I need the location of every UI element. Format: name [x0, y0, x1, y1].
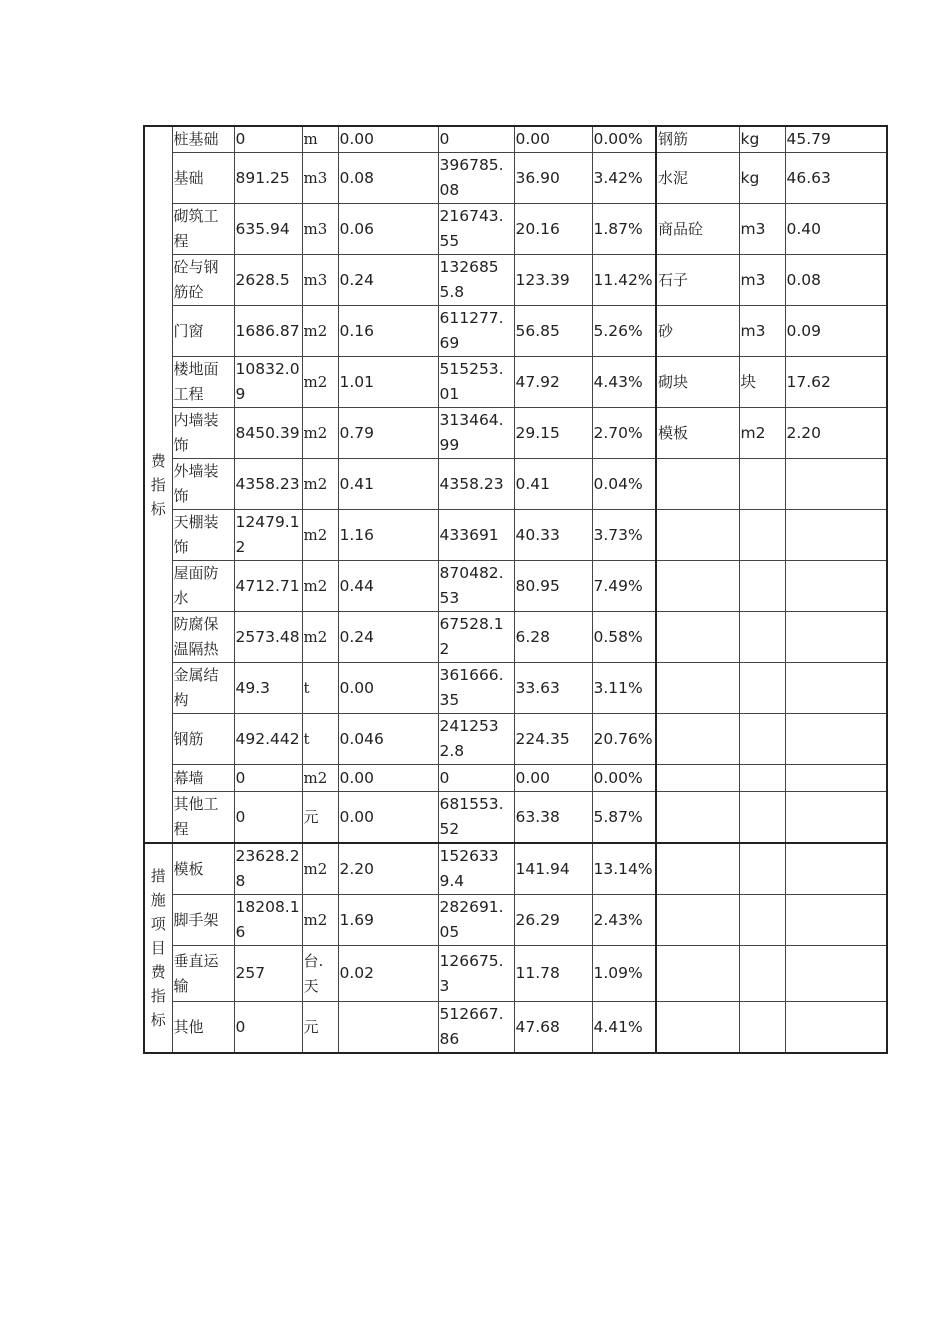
ratio-cell: 0.04% — [592, 459, 656, 510]
table-row — [144, 561, 887, 612]
table-row — [144, 153, 887, 204]
material-unit-cell — [739, 510, 785, 561]
unit-cost-cell: 224.35 — [514, 714, 592, 765]
ratio-cell: 3.11% — [592, 663, 656, 714]
ratio-cell: 1.09% — [592, 946, 656, 1002]
item-name-cell: 其他 — [172, 1002, 234, 1054]
per-area-cell: 0.046 — [338, 714, 438, 765]
material-value-cell: 45.79 — [785, 126, 887, 153]
per-area-cell: 0.00 — [338, 765, 438, 792]
material-unit-cell: kg — [739, 153, 785, 204]
per-area-cell: 0.06 — [338, 204, 438, 255]
cost-cell: 0 — [438, 765, 514, 792]
table-row — [144, 1002, 887, 1054]
table-row — [144, 306, 887, 357]
material-unit-cell — [739, 1002, 785, 1054]
material-unit-cell — [739, 612, 785, 663]
per-area-cell: 0.00 — [338, 126, 438, 153]
per-area-cell: 0.24 — [338, 255, 438, 306]
cost-cell: 216743.55 — [438, 204, 514, 255]
unit-cell: m2 — [302, 408, 338, 459]
quantity-cell: 0 — [234, 1002, 302, 1054]
unit-cost-cell: 11.78 — [514, 946, 592, 1002]
quantity-cell: 492.442 — [234, 714, 302, 765]
material-name-cell — [656, 612, 739, 663]
material-unit-cell — [739, 561, 785, 612]
table-row — [144, 895, 887, 946]
ratio-cell: 1.87% — [592, 204, 656, 255]
ratio-cell: 4.41% — [592, 1002, 656, 1054]
quantity-cell: 8450.39 — [234, 408, 302, 459]
quantity-cell: 0 — [234, 792, 302, 844]
cost-cell: 681553.52 — [438, 792, 514, 844]
unit-cost-cell: 0.00 — [514, 765, 592, 792]
per-area-cell: 0.44 — [338, 561, 438, 612]
unit-cell: 元 — [302, 792, 338, 844]
unit-cost-cell: 56.85 — [514, 306, 592, 357]
item-name-cell: 门窗 — [172, 306, 234, 357]
material-unit-cell — [739, 459, 785, 510]
material-unit-cell — [739, 843, 785, 895]
material-name-cell — [656, 843, 739, 895]
cost-cell: 282691.05 — [438, 895, 514, 946]
category-label-cell: 措 施 项 目 费 指 标 — [144, 843, 172, 1053]
unit-cell: m2 — [302, 561, 338, 612]
material-name-cell — [656, 895, 739, 946]
table-row — [144, 612, 887, 663]
material-value-cell — [785, 714, 887, 765]
quantity-cell: 635.94 — [234, 204, 302, 255]
material-value-cell — [785, 895, 887, 946]
material-value-cell: 2.20 — [785, 408, 887, 459]
ratio-cell: 5.87% — [592, 792, 656, 844]
item-name-cell: 金属结构 — [172, 663, 234, 714]
material-value-cell: 0.09 — [785, 306, 887, 357]
material-name-cell — [656, 765, 739, 792]
per-area-cell: 0.00 — [338, 663, 438, 714]
material-name-cell — [656, 510, 739, 561]
unit-cost-cell: 47.68 — [514, 1002, 592, 1054]
ratio-cell: 3.73% — [592, 510, 656, 561]
table-row — [144, 792, 887, 844]
table-row — [144, 408, 887, 459]
ratio-cell: 0.00% — [592, 126, 656, 153]
unit-cost-cell: 80.95 — [514, 561, 592, 612]
item-name-cell: 楼地面工程 — [172, 357, 234, 408]
item-name-cell: 屋面防水 — [172, 561, 234, 612]
cost-cell: 0 — [438, 126, 514, 153]
item-name-cell: 砌筑工程 — [172, 204, 234, 255]
per-area-cell: 1.16 — [338, 510, 438, 561]
unit-cost-cell: 63.38 — [514, 792, 592, 844]
cost-cell: 611277.69 — [438, 306, 514, 357]
per-area-cell: 0.24 — [338, 612, 438, 663]
quantity-cell: 18208.16 — [234, 895, 302, 946]
item-name-cell: 钢筋 — [172, 714, 234, 765]
material-name-cell: 钢筋 — [656, 126, 739, 153]
per-area-cell: 0.02 — [338, 946, 438, 1002]
ratio-cell: 20.76% — [592, 714, 656, 765]
unit-cell: t — [302, 663, 338, 714]
material-value-cell — [785, 663, 887, 714]
per-area-cell: 0.79 — [338, 408, 438, 459]
unit-cell: m3 — [302, 255, 338, 306]
unit-cost-cell: 47.92 — [514, 357, 592, 408]
quantity-cell: 12479.12 — [234, 510, 302, 561]
unit-cost-cell: 40.33 — [514, 510, 592, 561]
material-name-cell: 砂 — [656, 306, 739, 357]
unit-cell: m2 — [302, 843, 338, 895]
unit-cost-cell: 0.00 — [514, 126, 592, 153]
material-value-cell — [785, 510, 887, 561]
item-name-cell: 幕墙 — [172, 765, 234, 792]
cost-cell: 515253.01 — [438, 357, 514, 408]
cost-cell: 512667.86 — [438, 1002, 514, 1054]
quantity-cell: 4358.23 — [234, 459, 302, 510]
unit-cell: m2 — [302, 459, 338, 510]
cost-index-table — [143, 125, 888, 1054]
material-name-cell — [656, 663, 739, 714]
material-name-cell: 模板 — [656, 408, 739, 459]
unit-cell: m2 — [302, 357, 338, 408]
quantity-cell: 257 — [234, 946, 302, 1002]
table-row — [144, 843, 887, 895]
material-value-cell — [785, 612, 887, 663]
quantity-cell: 0 — [234, 765, 302, 792]
material-value-cell: 0.40 — [785, 204, 887, 255]
table-row — [144, 946, 887, 1002]
unit-cell: m3 — [302, 153, 338, 204]
ratio-cell: 0.00% — [592, 765, 656, 792]
item-name-cell: 桩基础 — [172, 126, 234, 153]
material-name-cell — [656, 946, 739, 1002]
quantity-cell: 10832.09 — [234, 357, 302, 408]
item-name-cell: 基础 — [172, 153, 234, 204]
ratio-cell: 0.58% — [592, 612, 656, 663]
unit-cost-cell: 0.41 — [514, 459, 592, 510]
material-name-cell — [656, 459, 739, 510]
cost-cell: 1526339.4 — [438, 843, 514, 895]
material-value-cell — [785, 1002, 887, 1054]
material-value-cell — [785, 843, 887, 895]
material-value-cell — [785, 561, 887, 612]
cost-cell: 67528.12 — [438, 612, 514, 663]
item-name-cell: 防腐保温隔热 — [172, 612, 234, 663]
ratio-cell: 13.14% — [592, 843, 656, 895]
item-name-cell: 脚手架 — [172, 895, 234, 946]
ratio-cell: 3.42% — [592, 153, 656, 204]
material-value-cell: 46.63 — [785, 153, 887, 204]
ratio-cell: 2.43% — [592, 895, 656, 946]
table-row — [144, 510, 887, 561]
material-unit-cell: m3 — [739, 306, 785, 357]
per-area-cell: 0.16 — [338, 306, 438, 357]
material-value-cell — [785, 792, 887, 844]
material-name-cell: 石子 — [656, 255, 739, 306]
material-unit-cell — [739, 714, 785, 765]
item-name-cell: 天棚装饰 — [172, 510, 234, 561]
unit-cost-cell: 123.39 — [514, 255, 592, 306]
quantity-cell: 891.25 — [234, 153, 302, 204]
unit-cell: t — [302, 714, 338, 765]
table-row — [144, 126, 887, 153]
material-unit-cell: m2 — [739, 408, 785, 459]
material-value-cell: 17.62 — [785, 357, 887, 408]
unit-cost-cell: 33.63 — [514, 663, 592, 714]
unit-cost-cell: 36.90 — [514, 153, 592, 204]
unit-cell: 元 — [302, 1002, 338, 1054]
per-area-cell: 2.20 — [338, 843, 438, 895]
cost-cell: 4358.23 — [438, 459, 514, 510]
quantity-cell: 23628.28 — [234, 843, 302, 895]
cost-cell: 396785.08 — [438, 153, 514, 204]
quantity-cell: 49.3 — [234, 663, 302, 714]
unit-cost-cell: 6.28 — [514, 612, 592, 663]
per-area-cell: 0.41 — [338, 459, 438, 510]
material-unit-cell: m3 — [739, 255, 785, 306]
item-name-cell: 砼与钢筋砼 — [172, 255, 234, 306]
unit-cell: m3 — [302, 204, 338, 255]
material-name-cell — [656, 792, 739, 844]
per-area-cell: 1.01 — [338, 357, 438, 408]
material-unit-cell — [739, 946, 785, 1002]
material-value-cell: 0.08 — [785, 255, 887, 306]
material-unit-cell: m3 — [739, 204, 785, 255]
item-name-cell: 其他工程 — [172, 792, 234, 844]
table-body — [144, 126, 887, 1053]
material-unit-cell — [739, 895, 785, 946]
unit-cell: m2 — [302, 306, 338, 357]
material-unit-cell: kg — [739, 126, 785, 153]
quantity-cell: 1686.87 — [234, 306, 302, 357]
table-row — [144, 357, 887, 408]
table-row — [144, 459, 887, 510]
cost-cell: 313464.99 — [438, 408, 514, 459]
table-row — [144, 714, 887, 765]
table-row — [144, 255, 887, 306]
material-name-cell: 砌块 — [656, 357, 739, 408]
table-row — [144, 204, 887, 255]
per-area-cell: 0.08 — [338, 153, 438, 204]
material-name-cell — [656, 561, 739, 612]
item-name-cell: 模板 — [172, 843, 234, 895]
ratio-cell: 5.26% — [592, 306, 656, 357]
cost-cell: 1326855.8 — [438, 255, 514, 306]
cost-cell: 2412532.8 — [438, 714, 514, 765]
material-name-cell — [656, 714, 739, 765]
unit-cost-cell: 20.16 — [514, 204, 592, 255]
material-name-cell: 水泥 — [656, 153, 739, 204]
unit-cost-cell: 26.29 — [514, 895, 592, 946]
material-name-cell — [656, 1002, 739, 1054]
quantity-cell: 2628.5 — [234, 255, 302, 306]
quantity-cell: 4712.71 — [234, 561, 302, 612]
unit-cell: m — [302, 126, 338, 153]
cost-cell: 870482.53 — [438, 561, 514, 612]
item-name-cell: 垂直运输 — [172, 946, 234, 1002]
cost-cell: 361666.35 — [438, 663, 514, 714]
material-value-cell — [785, 946, 887, 1002]
ratio-cell: 2.70% — [592, 408, 656, 459]
cost-cell: 126675.3 — [438, 946, 514, 1002]
quantity-cell: 2573.48 — [234, 612, 302, 663]
material-unit-cell: 块 — [739, 357, 785, 408]
per-area-cell: 1.69 — [338, 895, 438, 946]
unit-cost-cell: 141.94 — [514, 843, 592, 895]
item-name-cell: 外墙装饰 — [172, 459, 234, 510]
category-label-cell: 费 指 标 — [144, 126, 172, 843]
quantity-cell: 0 — [234, 126, 302, 153]
ratio-cell: 7.49% — [592, 561, 656, 612]
ratio-cell: 11.42% — [592, 255, 656, 306]
cost-cell: 433691 — [438, 510, 514, 561]
unit-cell: m2 — [302, 510, 338, 561]
material-value-cell — [785, 459, 887, 510]
material-value-cell — [785, 765, 887, 792]
material-unit-cell — [739, 765, 785, 792]
per-area-cell: 0.00 — [338, 792, 438, 844]
material-unit-cell — [739, 792, 785, 844]
unit-cell: m2 — [302, 895, 338, 946]
material-unit-cell — [739, 663, 785, 714]
per-area-cell — [338, 1002, 438, 1054]
table-row — [144, 663, 887, 714]
unit-cell: m2 — [302, 612, 338, 663]
table-row — [144, 765, 887, 792]
unit-cost-cell: 29.15 — [514, 408, 592, 459]
item-name-cell: 内墙装饰 — [172, 408, 234, 459]
unit-cell: m2 — [302, 765, 338, 792]
material-name-cell: 商品砼 — [656, 204, 739, 255]
unit-cell: 台.天 — [302, 946, 338, 1002]
ratio-cell: 4.43% — [592, 357, 656, 408]
